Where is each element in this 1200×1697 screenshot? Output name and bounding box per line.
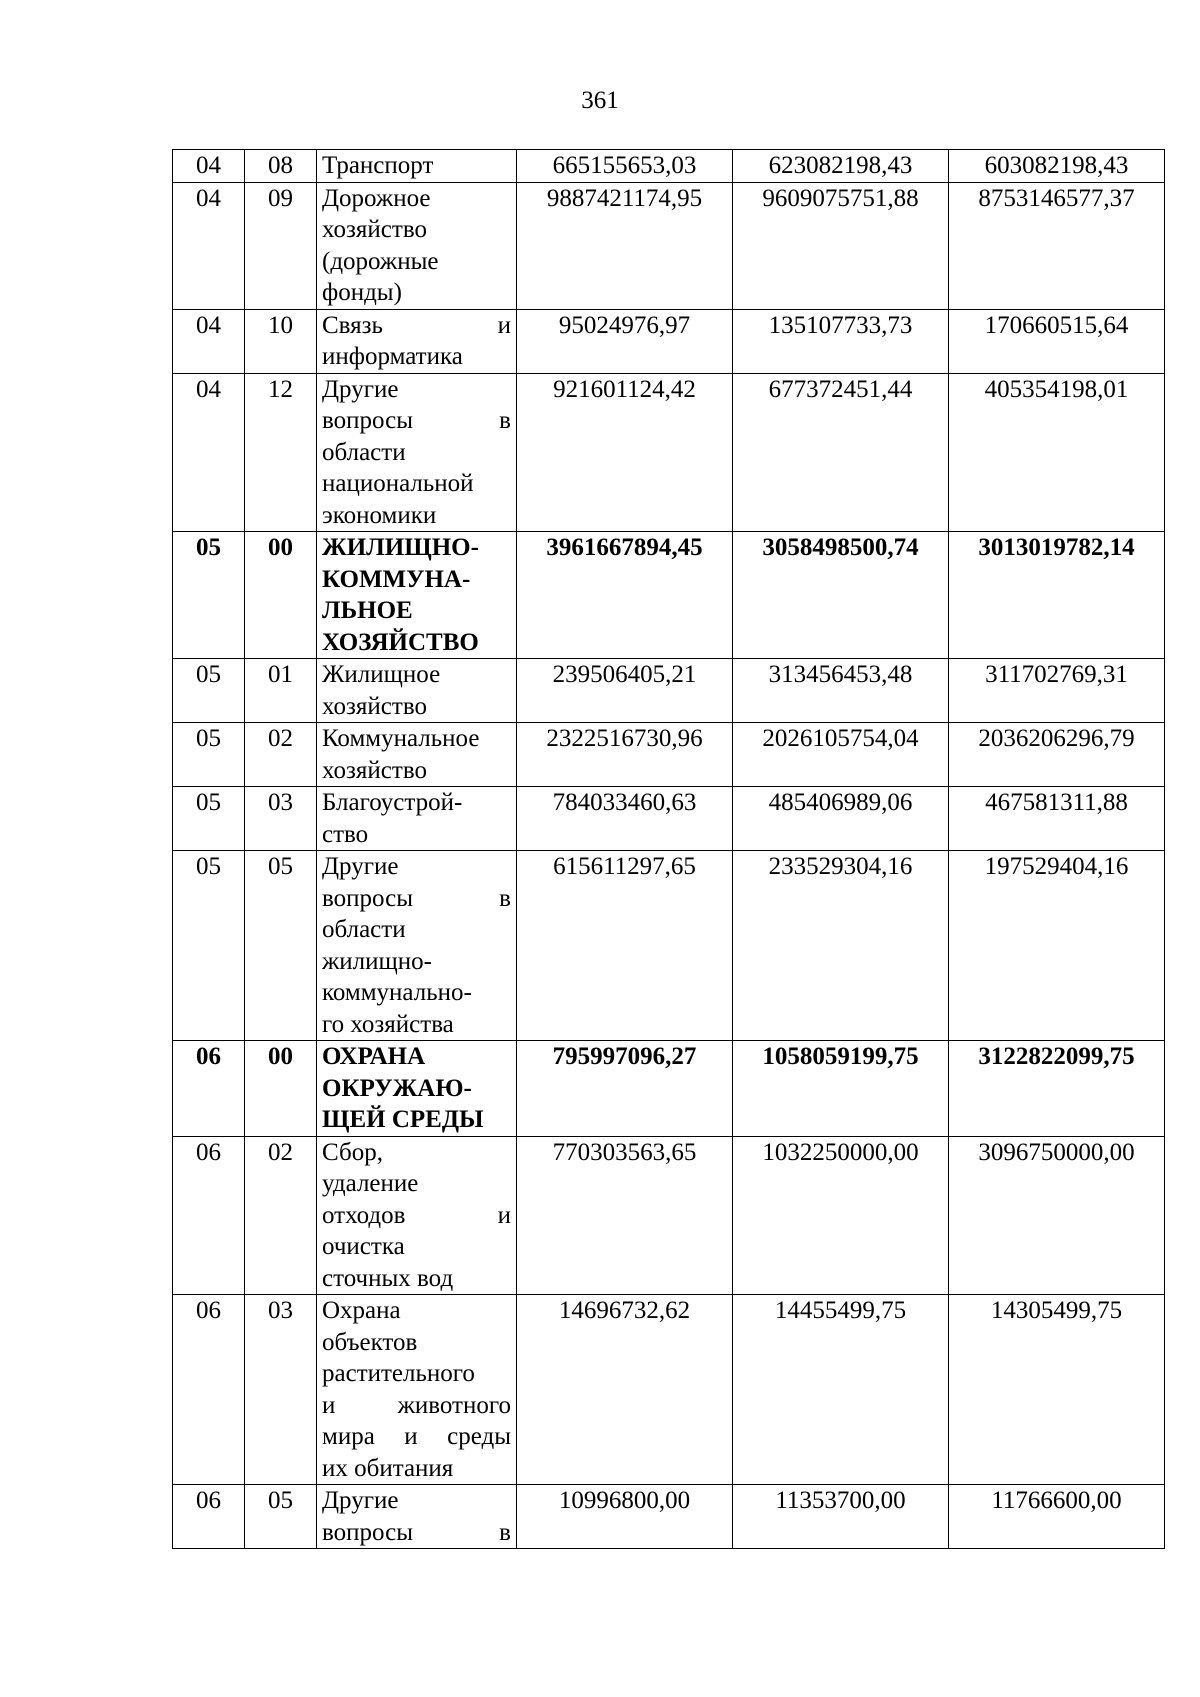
expense-name-line: ЩЕЙ СРЕДЫ (322, 1106, 484, 1133)
section-code-cell: 06 (173, 1041, 245, 1137)
table-row (173, 659, 1165, 723)
expense-name-cell (317, 723, 517, 787)
amount-year2-cell: 14455499,75 (733, 1295, 949, 1485)
amount-year1-cell: 795997096,27 (517, 1041, 733, 1137)
amount-year3-cell: 14305499,75 (949, 1295, 1165, 1485)
expense-name-line: их обитания (322, 1454, 454, 1482)
section-code-cell: 06 (173, 1295, 245, 1485)
expense-name-line: вопросы в (322, 407, 511, 434)
expense-name-line: области (322, 438, 406, 466)
amount-year2-cell: 135107733,73 (733, 309, 949, 373)
amount-year1-cell: 14696732,62 (517, 1295, 733, 1485)
expense-name-line: очистка (322, 1233, 405, 1260)
amount-year3-cell: 405354198,01 (949, 373, 1165, 532)
expense-name-line: ХОЗЯЙСТВО (322, 628, 479, 656)
expense-name-line: вопросы в (322, 1518, 511, 1546)
expense-name-cell (317, 1485, 517, 1549)
amount-year2-cell: 11353700,00 (733, 1485, 949, 1549)
subsection-code-cell: 01 (245, 659, 317, 723)
expense-name-cell (317, 659, 517, 723)
amount-year3-cell: 467581311,88 (949, 787, 1165, 851)
amount-year2-cell: 2026105754,04 (733, 723, 949, 787)
expense-name-line: хозяйство (322, 692, 427, 720)
expense-name-cell (317, 787, 517, 851)
table-row (173, 309, 1165, 373)
expense-name-line: Другие (322, 853, 399, 880)
subsection-code-cell: 05 (245, 851, 317, 1041)
expense-name-line: Коммунальное (322, 725, 480, 752)
expense-name-line: фонды) (322, 279, 402, 306)
section-code-cell: 04 (173, 373, 245, 532)
amount-year1-cell: 921601124,42 (517, 373, 733, 532)
amount-year2-cell: 3058498500,74 (733, 532, 949, 659)
section-code-cell: 05 (173, 787, 245, 851)
section-code-cell: 04 (173, 182, 245, 309)
expense-name-line: объектов (322, 1328, 418, 1356)
amount-year1-cell: 665155653,03 (517, 150, 733, 183)
table-row (173, 1041, 1165, 1137)
expense-name-cell (317, 1295, 517, 1485)
amount-year2-cell: 313456453,48 (733, 659, 949, 723)
section-code-cell: 06 (173, 1485, 245, 1549)
subsection-code-cell: 09 (245, 182, 317, 309)
subsection-code-cell: 03 (245, 787, 317, 851)
budget-table (172, 149, 1165, 1549)
section-code-cell: 05 (173, 723, 245, 787)
table-row (173, 1295, 1165, 1485)
subsection-code-cell: 03 (245, 1295, 317, 1485)
expense-name-line: вопросы в (322, 884, 511, 912)
budget-table-body (173, 150, 1165, 1549)
amount-year1-cell: 770303563,65 (517, 1136, 733, 1295)
expense-name-line: экономики (322, 501, 437, 529)
expense-name-line: коммунально- (322, 979, 472, 1006)
expense-name-line: ОХРАНА (322, 1043, 426, 1070)
subsection-code-cell: 12 (245, 373, 317, 532)
amount-year3-cell: 11766600,00 (949, 1485, 1165, 1549)
amount-year2-cell: 677372451,44 (733, 373, 949, 532)
amount-year2-cell: 623082198,43 (733, 150, 949, 183)
amount-year2-cell: 9609075751,88 (733, 182, 949, 309)
table-row (173, 150, 1165, 183)
subsection-code-cell: 08 (245, 150, 317, 183)
amount-year2-cell: 233529304,16 (733, 851, 949, 1041)
amount-year3-cell: 603082198,43 (949, 150, 1165, 183)
expense-name-line: информатика (322, 343, 463, 370)
page-number: 361 (581, 87, 619, 114)
section-code-cell: 05 (173, 532, 245, 659)
amount-year1-cell: 95024976,97 (517, 309, 733, 373)
expense-name-line: го хозяйства (322, 1010, 454, 1038)
table-row (173, 1485, 1165, 1549)
table-row (173, 723, 1165, 787)
expense-name-cell (317, 150, 517, 183)
amount-year3-cell: 3122822099,75 (949, 1041, 1165, 1137)
expense-name-line: ОКРУЖАЮ- (322, 1074, 472, 1102)
amount-year1-cell: 615611297,65 (517, 851, 733, 1041)
expense-name-line: мира и среды (322, 1423, 511, 1450)
expense-name-line: национальной (322, 470, 474, 497)
amount-year1-cell: 784033460,63 (517, 787, 733, 851)
table-row (173, 532, 1165, 659)
section-code-cell: 05 (173, 659, 245, 723)
expense-name-line: Дорожное (322, 184, 431, 212)
section-code-cell: 06 (173, 1136, 245, 1295)
expense-name-line: ЛЬНОЕ (322, 597, 413, 624)
table-row (173, 182, 1165, 309)
subsection-code-cell: 00 (245, 1041, 317, 1137)
amount-year1-cell: 239506405,21 (517, 659, 733, 723)
expense-name-line: удаление (322, 1170, 419, 1197)
expense-name-cell (317, 1136, 517, 1295)
table-row (173, 787, 1165, 851)
expense-name-line: жилищно- (322, 947, 432, 975)
expense-name-cell (317, 309, 517, 373)
expense-name-cell (317, 532, 517, 659)
amount-year1-cell: 2322516730,96 (517, 723, 733, 787)
expense-name-line: Жилищное (322, 661, 441, 688)
amount-year1-cell: 10996800,00 (517, 1485, 733, 1549)
amount-year3-cell: 170660515,64 (949, 309, 1165, 373)
amount-year1-cell: 3961667894,45 (517, 532, 733, 659)
expense-name-line: хозяйство (322, 216, 427, 243)
subsection-code-cell: 00 (245, 532, 317, 659)
subsection-code-cell: 10 (245, 309, 317, 373)
amount-year2-cell: 485406989,06 (733, 787, 949, 851)
expense-name-line: ство (322, 820, 369, 848)
subsection-code-cell: 05 (245, 1485, 317, 1549)
expense-name-line: Транспорт (322, 152, 434, 179)
expense-name-line: КОММУНА- (322, 565, 471, 593)
expense-name-line: отходов и (322, 1201, 511, 1229)
table-row (173, 851, 1165, 1041)
amount-year3-cell: 311702769,31 (949, 659, 1165, 723)
section-code-cell: 05 (173, 851, 245, 1041)
amount-year3-cell: 197529404,16 (949, 851, 1165, 1041)
expense-name-cell (317, 373, 517, 532)
amount-year1-cell: 9887421174,95 (517, 182, 733, 309)
amount-year2-cell: 1058059199,75 (733, 1041, 949, 1137)
expense-name-line: Другие (322, 375, 399, 403)
expense-name-cell (317, 851, 517, 1041)
expense-name-cell (317, 1041, 517, 1137)
section-code-cell: 04 (173, 309, 245, 373)
subsection-code-cell: 02 (245, 1136, 317, 1295)
expense-name-line: ЖИЛИЩНО- (322, 534, 479, 561)
section-code-cell: 04 (173, 150, 245, 183)
expense-name-line: растительного (322, 1360, 475, 1387)
amount-year3-cell: 8753146577,37 (949, 182, 1165, 309)
expense-name-line: Сбор, (322, 1138, 383, 1166)
expense-name-line: (дорожные (322, 247, 439, 275)
expense-name-line: хозяйство (322, 756, 427, 784)
amount-year3-cell: 3096750000,00 (949, 1136, 1165, 1295)
expense-name-line: и животного (322, 1391, 511, 1419)
expense-name-line: Связь и (322, 311, 511, 339)
table-row (173, 373, 1165, 532)
expense-name-line: Охрана (322, 1297, 401, 1324)
expense-name-cell (317, 182, 517, 309)
amount-year3-cell: 3013019782,14 (949, 532, 1165, 659)
expense-name-line: Благоустрой- (322, 789, 463, 816)
expense-name-line: области (322, 916, 406, 943)
table-row (173, 1136, 1165, 1295)
amount-year3-cell: 2036206296,79 (949, 723, 1165, 787)
subsection-code-cell: 02 (245, 723, 317, 787)
expense-name-line: Другие (322, 1487, 399, 1514)
amount-year2-cell: 1032250000,00 (733, 1136, 949, 1295)
expense-name-line: сточных вод (322, 1264, 454, 1292)
